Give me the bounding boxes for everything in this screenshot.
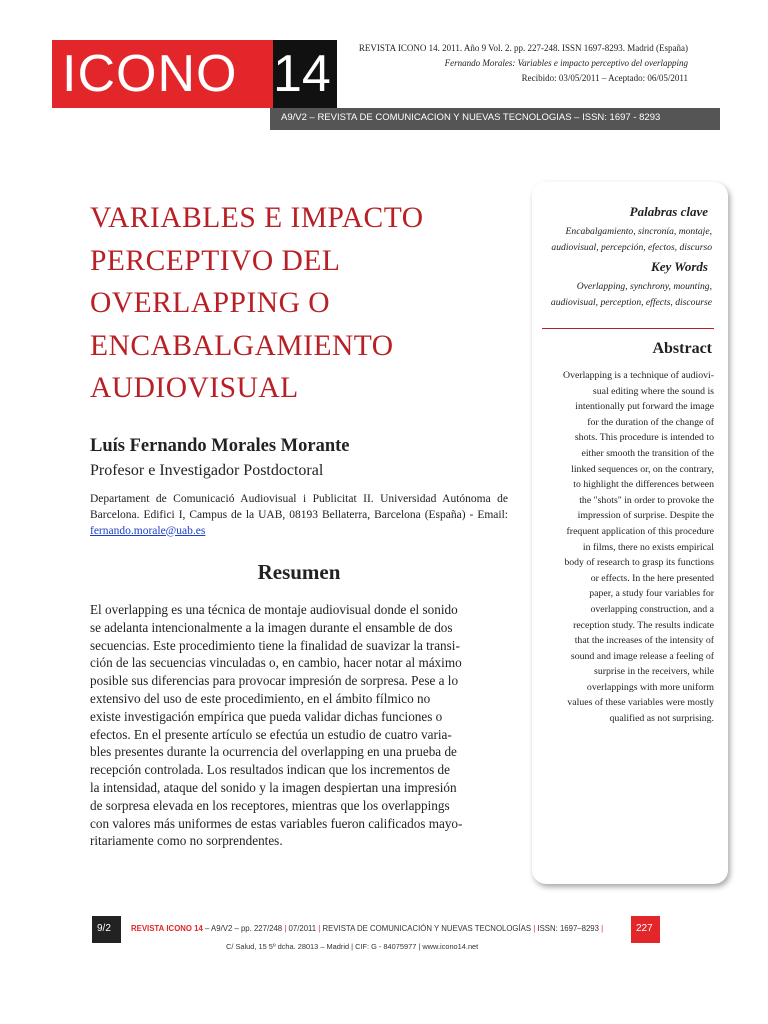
citation-line: REVISTA ICONO 14. 2011. Año 9 Vol. 2. pp. 227-248. ISSN 1697-8293. Madrid (España): [358, 43, 688, 53]
footer-issue-box: [92, 916, 121, 943]
resumen-line: El overlapping es una técnica de montaje audiovisual donde el sonido: [90, 602, 458, 617]
resumen-line: secuencias. Este procedimiento tiene la finalidad de suavizar la transi-: [90, 637, 460, 653]
abstract-line: values of these variables were mostly: [567, 697, 714, 709]
abstract-line: reception study. The results indicate: [573, 619, 714, 631]
abstract-line: either smooth the transition of the: [581, 447, 714, 459]
author-affiliation: [90, 492, 508, 539]
title-line: ENCABALGAMIENTO: [90, 329, 394, 362]
abstract-line: Overlapping is a technique of audiovi-: [563, 370, 714, 381]
resumen-line: con valores más uniformes de estas variables fueron calificados mayo-: [90, 815, 463, 831]
abstract-line: in films, there no exists empirical: [582, 541, 714, 553]
palabras-line: audiovisual, percepción, efectos, discurso: [551, 241, 712, 253]
abstract-line: the "shots" in order to provoke the: [579, 494, 714, 506]
keywords-divider: [542, 328, 714, 329]
footer-address: C/ Salud, 15 5º dcha. 28013 – Madrid | CIF: G - 84075977 | www.icono14.net: [226, 942, 479, 951]
footer-revista: REVISTA: [131, 924, 165, 933]
resumen-line: la intensidad, ataque del sonido y la imagen despiertan una impresión: [90, 779, 457, 795]
title-line: OVERLAPPING O: [90, 287, 331, 319]
palabras-clave-list: [551, 224, 712, 255]
resumen-line: posible sus diferencias para provocar impresión de sorpresa. Pese a lo: [90, 673, 459, 689]
resumen-line: efectos. En el presente artículo se efectúa un estudio de cuatro varia-: [90, 726, 452, 742]
footer-separator: |: [601, 924, 604, 933]
author-short-title: Fernando Morales: Variables e impacto perceptivo del overlapping: [444, 58, 688, 68]
resumen-body: [90, 601, 515, 850]
resumen-line: existe investigación empírica que pueda validar dichas funciones o: [90, 708, 443, 724]
footer-separator: |: [533, 924, 536, 933]
abstract-line: qualified as not surprising.: [609, 713, 714, 725]
abstract-line: body of research to grasp its functions: [564, 557, 714, 569]
footer-journal-line: [131, 924, 603, 933]
abstract-line: sual editing where the sound is: [592, 385, 714, 397]
received-accepted-dates: Recibido: 03/05/2011 – Aceptado: 06/05/2011: [521, 73, 688, 83]
footer-icono: ICONO 14: [166, 924, 203, 933]
logo-number-block: [273, 40, 337, 108]
key-words-heading: Key Words: [651, 259, 708, 274]
email-link[interactable]: fernando.morale@uab.es: [90, 524, 206, 537]
abstract-line: paper, a study four variables for: [589, 588, 714, 600]
abstract-line: for the duration of the change of: [587, 416, 714, 428]
abstract-line: surprise in the receivers, while: [594, 666, 714, 678]
abstract-line: sound and image release a feeling of: [570, 650, 714, 662]
key-words-list: [551, 279, 712, 310]
abstract-line: overlappings with more uniform: [586, 681, 714, 693]
affiliation-text: Departament de Comunicació Audiovisual i Publicitat II. Universidad Autónoma de Barcelona. Edifici I, Campus de la UAB, 08193 Bellaterra, Barcelona (España) - Email:: [90, 493, 508, 521]
page-number: 227: [636, 923, 653, 934]
abstract-body: [563, 368, 714, 727]
resumen-line: bles presentes durante la ocurrencia del overlapping en una prueba de: [90, 744, 457, 760]
abstract-line: overlapping construction, and a: [590, 603, 714, 615]
abstract-line: impression of surprise. Despite the: [577, 510, 714, 522]
resumen-line: extensivo del uso de este procedimiento, en el ámbito fílmico no: [90, 690, 431, 706]
journal-logo: [52, 40, 337, 108]
abstract-line: or effects. In the here presented: [590, 572, 714, 584]
footer-page-box: [631, 916, 660, 943]
resumen-line: recepción controlada. Los resultados indican que los incrementos de: [90, 762, 450, 778]
resumen-line: se adelanta intencionalmente a la imagen durante el ensamble de dos: [90, 619, 453, 635]
abstract-line: to highlight the differences between: [573, 479, 714, 491]
author-role: Profesor e Investigador Postdoctoral: [90, 462, 324, 479]
article-title: [90, 197, 520, 410]
abstract-line: that the increases of the intensity of: [574, 635, 714, 647]
resumen-line: ción de las secuencias vinculadas o, en cambio, hacer notar al máximo: [90, 655, 462, 671]
logo-word: ICONO: [62, 45, 238, 103]
journal-band: [270, 108, 720, 130]
resumen-line: ritariamente como no sorprendentes.: [90, 833, 283, 849]
footer-part3: REVISTA DE COMUNICACIÓN Y NUEVAS TECNOLOGÍAS: [322, 924, 532, 933]
footer-separator: |: [284, 924, 287, 933]
footer-issue: 9/2: [97, 923, 111, 934]
palabras-line: Encabalgamiento, sincronía, montaje,: [565, 226, 712, 237]
title-line: AUDIOVISUAL: [90, 372, 299, 404]
title-line: PERCEPTIVO DEL: [90, 244, 341, 277]
resumen-line: de sorpresa elevada en los receptores, mientras que los overlappings: [90, 797, 450, 813]
logo-number: 14: [273, 45, 331, 103]
keywords-line: audiovisual, perception, effects, discourse: [550, 296, 712, 308]
footer-part4: ISSN: 1697–8293: [537, 924, 599, 933]
abstract-line: intentionally put forward the image: [575, 401, 714, 413]
abstract-line: frequent application of this procedure: [566, 525, 714, 537]
abstract-heading: Abstract: [652, 340, 712, 357]
palabras-clave-heading: Palabras clave: [629, 204, 708, 219]
abstract-line: linked sequences or, on the contrary,: [571, 463, 714, 475]
footer-part1: – A9/V2 – pp. 227/248: [204, 924, 283, 933]
title-line: VARIABLES E IMPACTO: [90, 202, 424, 234]
author-name: Luís Fernando Morales Morante: [90, 436, 350, 456]
footer-part2: 07/2011: [288, 924, 317, 933]
resumen-heading: Resumen: [257, 560, 341, 584]
footer-separator: |: [318, 924, 321, 933]
keywords-line: Overlapping, synchrony, mounting,: [576, 281, 712, 292]
abstract-line: shots. This procedure is intended to: [574, 432, 714, 444]
journal-band-text: A9/V2 – REVISTA DE COMUNICACION Y NUEVAS TECNOLOGIAS – ISSN: 1697 - 8293: [281, 112, 661, 123]
